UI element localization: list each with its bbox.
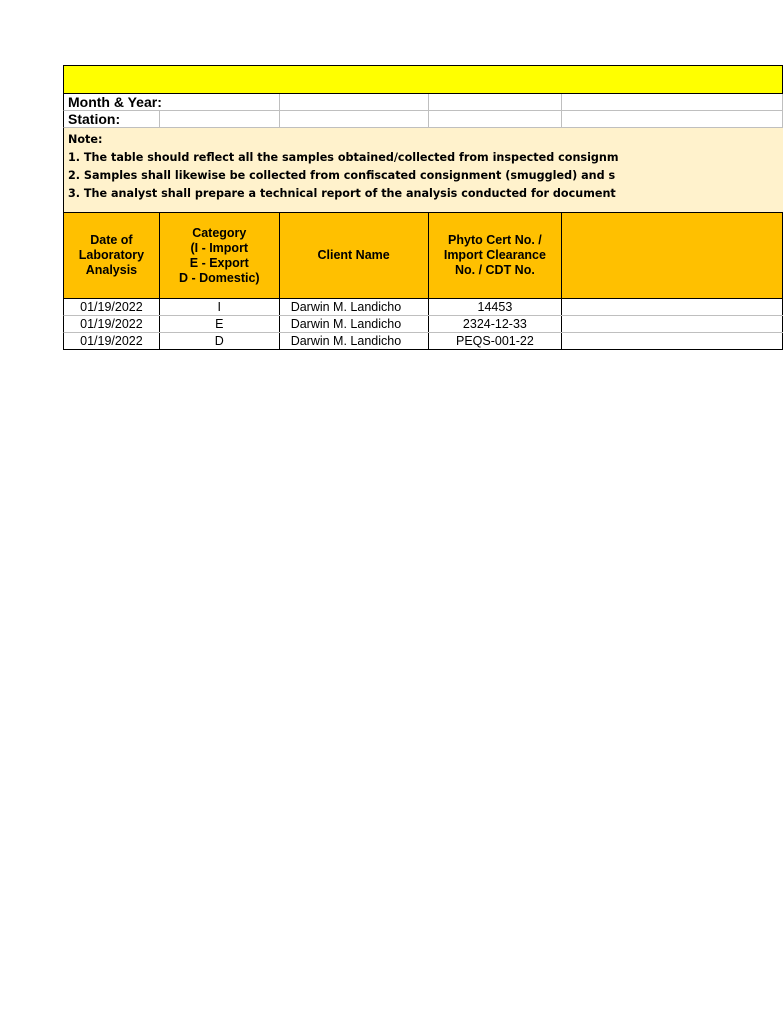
header-category[interactable]: Category (I - Import E - Export D - Domestic)	[160, 213, 280, 298]
header-date[interactable]: Date of Laboratory Analysis	[64, 213, 160, 298]
cell-date[interactable]: 01/19/2022	[64, 333, 160, 349]
note-box	[63, 128, 783, 213]
table-row	[63, 333, 783, 350]
header-next-column[interactable]	[562, 213, 783, 298]
header-client-name[interactable]: Client Name	[280, 213, 429, 298]
table-row	[63, 316, 783, 333]
cell-category[interactable]: E	[160, 316, 280, 332]
month-year-row	[63, 94, 783, 111]
station-row	[63, 111, 783, 128]
station-cell-4[interactable]	[562, 111, 783, 127]
cell-date[interactable]: 01/19/2022	[64, 316, 160, 332]
title-bar[interactable]	[63, 65, 783, 94]
cell-cert[interactable]: 2324-12-33	[429, 316, 563, 332]
table-row	[63, 299, 783, 316]
note-title: Note:	[68, 133, 103, 146]
station-cell-1[interactable]	[160, 111, 280, 127]
station-cell-3[interactable]	[429, 111, 563, 127]
cell-client[interactable]: Darwin M. Landicho	[280, 316, 429, 332]
note-line-1: 1. The table should reflect all the samples obtained/collected from inspected consignm	[68, 151, 619, 164]
note-line-2: 2. Samples shall likewise be collected from confiscated consignment (smuggled) and s	[68, 169, 616, 182]
cell-client[interactable]: Darwin M. Landicho	[280, 333, 429, 349]
month-year-cell-1[interactable]	[280, 94, 429, 110]
note-line-3: 3. The analyst shall prepare a technical report of the analysis conducted for document	[68, 187, 616, 200]
table-header-row	[63, 213, 783, 299]
cell-cert[interactable]: 14453	[429, 299, 563, 315]
month-year-cell-2[interactable]	[429, 94, 563, 110]
cell-date[interactable]: 01/19/2022	[64, 299, 160, 315]
header-phyto-cert[interactable]: Phyto Cert No. / Import Clearance No. / CDT No.	[429, 213, 563, 298]
cell-extra[interactable]	[562, 333, 783, 349]
month-year-label: Month & Year:	[64, 94, 280, 110]
station-cell-2[interactable]	[280, 111, 429, 127]
cell-extra[interactable]	[562, 299, 783, 315]
cell-extra[interactable]	[562, 316, 783, 332]
month-year-cell-3[interactable]	[562, 94, 783, 110]
station-label: Station:	[64, 111, 160, 127]
cell-category[interactable]: D	[160, 333, 280, 349]
cell-cert[interactable]: PEQS-001-22	[429, 333, 563, 349]
table-body	[63, 299, 783, 350]
cell-category[interactable]: I	[160, 299, 280, 315]
spreadsheet	[63, 65, 619, 350]
cell-client[interactable]: Darwin M. Landicho	[280, 299, 429, 315]
